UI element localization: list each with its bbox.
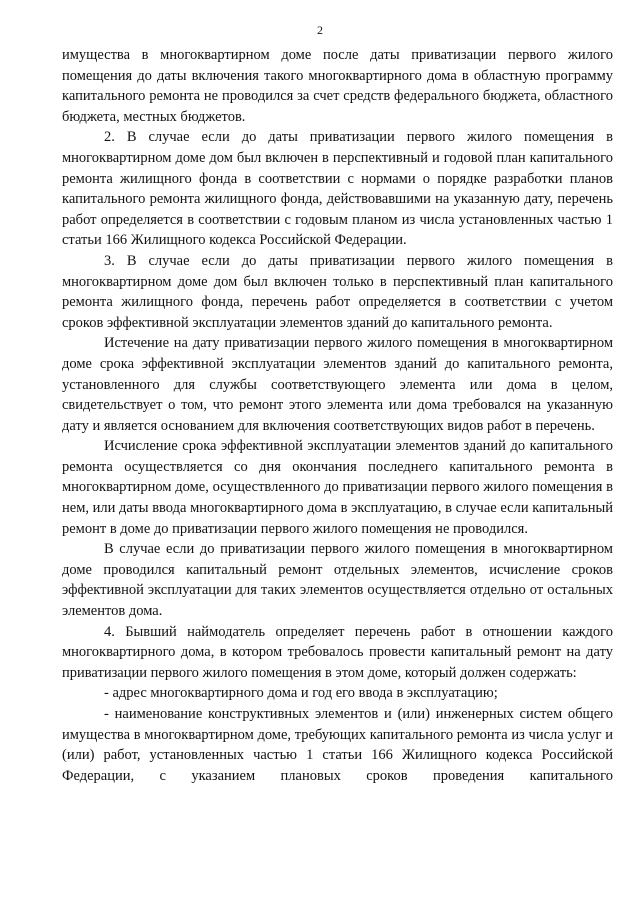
- list-item-elements: - наименование конструктивных элементов и (или) инженерных систем общего имущества в многоквартирном доме, требующих капитального ремонта из числа услуг и (или) работ, установленных частью 1 статьи 166 Жилищного кодекса Российской Федерации, с указанием плановых сроков проведения капитального: [62, 706, 613, 784]
- paragraph-continuation: имущества в многоквартирном доме после даты приватизации первого жилого помещения до даты включения такого многоквартирного дома в областную программу капитального ремонта не проводился за счет средств федерального бюджета, областного бюджета, местных бюджетов.: [62, 47, 613, 125]
- paragraph-item-4: 4. Бывший наймодатель определяет перечень работ в отношении каждого многоквартирного дома, в котором требовалось провести капитальный ремонт на дату приватизации первого жилого помещения в этом доме, который должен содержать:: [62, 623, 613, 681]
- page-number: 2: [317, 23, 323, 37]
- paragraph-item-3: 3. В случае если до даты приватизации первого жилого помещения в многоквартирном доме дом был включен только в перспективный план капитального ремонта жилищного фонда, перечень работ определяется в соответствии с учетом сроков эффективной эксплуатации элементов зданий до капитального ремонта.: [62, 252, 613, 331]
- list-item-address: - адрес многоквартирного дома и год его ввода в эксплуатацию;: [104, 685, 498, 702]
- document-body: [62, 45, 613, 786]
- paragraph-expiry: Истечение на дату приватизации первого жилого помещения в многоквартирном доме срока эффективной эксплуатации элементов зданий до капитального ремонта, установленного для службы соответствующего элемента или дома в целом, свидетельствует о том, что ремонт этого элемента или дома требовался на указанную дату и является основанием для включения соответствующих видов работ в перечень.: [62, 335, 613, 434]
- paragraph-item-2: 2. В случае если до даты приватизации первого жилого помещения в многоквартирном доме дом был включен в перспективный и годовой план капитального ремонта жилищного фонда в соответствии с нормами о порядке разработки планов капитального ремонта жилищного фонда, действовавшими на указанную дату, перечень работ определяется в соответствии с годовым планом из числа установленных частью 1 статьи 166 Жилищного кодекса Российской Федерации.: [62, 129, 613, 249]
- paragraph-partial-repair: В случае если до приватизации первого жилого помещения в многоквартирном доме проводился капитальный ремонт отдельных элементов, исчисление сроков эффективной эксплуатации для таких элементов осуществляется отдельно от остальных элементов дома.: [62, 541, 613, 620]
- paragraph-calculation: Исчисление срока эффективной эксплуатации элементов зданий до капитального ремонта осуществляется со дня окончания последнего капитального ремонта в многоквартирном доме, осуществленного до приватизации первого жилого помещения в нем, или даты ввода многоквартирного дома в эксплуатацию, в случае если капитальный ремонт в доме до приватизации первого жилого помещения не проводился.: [62, 438, 613, 537]
